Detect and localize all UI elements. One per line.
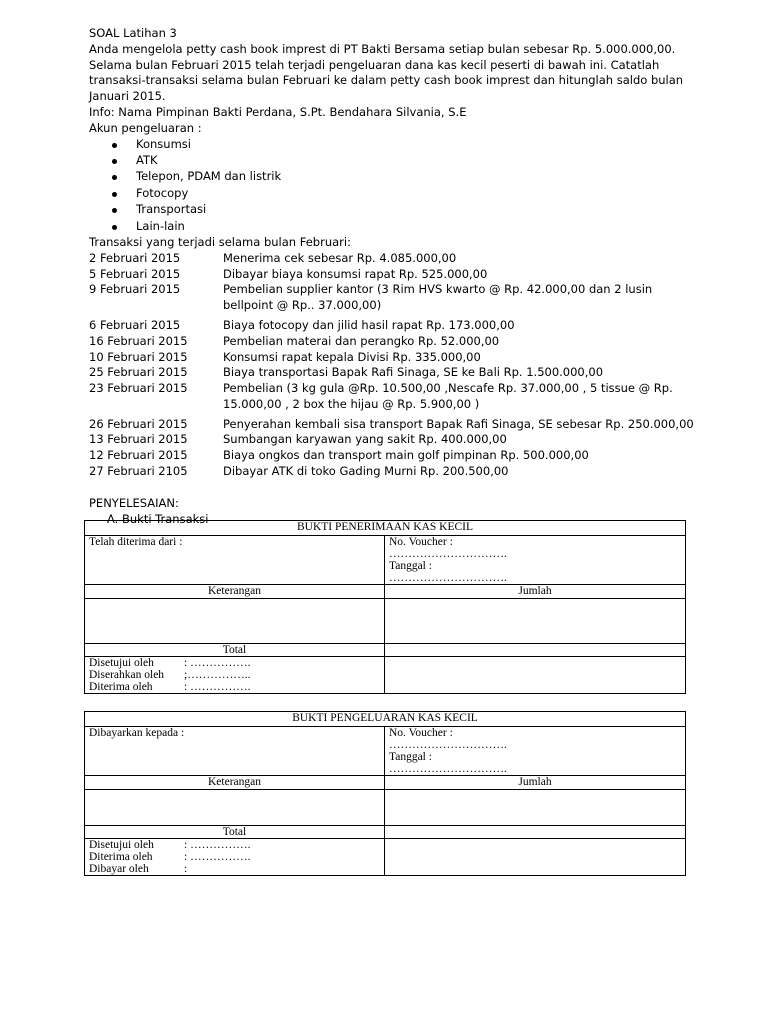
transaction-row-continued: 15.000,00 , 2 box the hijau @ Rp. 5.900,00 ): [223, 396, 480, 411]
exercise-line-2: Selama bulan Februari 2015 telah terjadi pengeluaran dana kas kecil peserti di bawah ini. Catatlah: [89, 57, 660, 72]
transaksi-heading: Transaksi yang terjadi selama bulan Februari:: [89, 234, 351, 249]
bullet-icon: [112, 143, 117, 148]
exercise-line-3: transaksi-transaksi selama bulan Februari ke dalam petty cash book imprest dan hitunglah saldo bulan: [89, 73, 684, 88]
exercise-line-1: Anda mengelola petty cash book imprest di PT Bakti Bersama setiap bulan sebesar Rp. 5.000.000,00.: [89, 41, 676, 56]
akun-item: Lain-lain: [89, 219, 709, 235]
solution-heading: PENYELESAIAN:: [89, 495, 179, 510]
voucher-number-label: No. Voucher :: [389, 536, 453, 548]
bullet-icon: [112, 159, 117, 164]
voucher-number-dots: ………………………….: [389, 548, 507, 560]
info-line: Info: Nama Pimpinan Bakti Perdana, S.Pt. Bendahara Silvania, S.E: [89, 104, 467, 119]
transaction-row-continued: bellpoint @ Rp.. 37.000,00): [223, 298, 382, 313]
akun-item: Transportasi: [89, 202, 709, 218]
receipt-voucher-form: [84, 520, 686, 694]
bullet-icon: [112, 175, 117, 180]
signature-row: Disetujui oleh : …………….: [89, 657, 251, 669]
signature-row: Diserahkan oleh ;……………..: [89, 669, 251, 681]
transaction-row: 26 Februari 2015 Penyerahan kembali sisa transport Bapak Rafi Sinaga, SE sebesar Rp. 250.000,00: [89, 416, 694, 431]
transaction-row: 6 Februari 2015 Biaya fotocopy dan jilid hasil rapat Rp. 173.000,00: [89, 317, 515, 332]
transaction-list: [89, 251, 709, 480]
signature-row: Disetujui oleh : …………….: [89, 839, 251, 851]
transaction-row: 12 Februari 2015 Biaya ongkos dan transport main golf pimpinan Rp. 500.000,00: [89, 448, 589, 463]
akun-item: Fotocopy: [89, 186, 709, 202]
transaction-row: 10 Februari 2015 Konsumsi rapat kepala Divisi Rp. 335.000,00: [89, 349, 481, 364]
bullet-icon: [112, 208, 117, 213]
voucher-date-label: Tanggal :: [389, 751, 432, 763]
payment-amount-cell[interactable]: [385, 790, 686, 826]
signature-row: Diterima oleh : …………….: [89, 851, 251, 863]
akun-list: [89, 137, 709, 235]
transaction-row: 16 Februari 2015 Pembelian materai dan perangko Rp. 52.000,00: [89, 333, 500, 348]
transaction-row: 27 Februari 2105 Dibayar ATK di toko Gading Murni Rp. 200.500,00: [89, 464, 509, 479]
voucher-date-dots: ………………………….: [389, 763, 507, 775]
receipt-signature-space: [385, 657, 686, 694]
exercise-title: SOAL Latihan 3: [89, 26, 177, 40]
col-header-jumlah: Jumlah: [385, 585, 686, 599]
receipt-voucher-info[interactable]: [385, 536, 686, 585]
payment-voucher-info[interactable]: [385, 727, 686, 776]
receipt-amount-cell[interactable]: [385, 599, 686, 644]
bullet-icon: [112, 225, 117, 230]
exercise-line-4: Januari 2015.: [89, 89, 166, 104]
receipt-signatures: [85, 657, 385, 694]
signature-row: Dibayar oleh :: [89, 863, 188, 875]
signature-row: Diterima oleh : …………….: [89, 681, 251, 693]
transaction-row: 2 Februari 2015 Menerima cek sebesar Rp. 4.085.000,00: [89, 250, 457, 265]
col-header-jumlah: Jumlah: [385, 776, 686, 790]
document-body: [89, 26, 709, 527]
receipt-desc-cell[interactable]: [85, 599, 385, 644]
transaction-row: 5 Februari 2015 Dibayar biaya konsumsi rapat Rp. 525.000,00: [89, 266, 488, 281]
col-header-keterangan: Keterangan: [85, 776, 385, 790]
receipt-from-field[interactable]: Telah diterima dari :: [85, 536, 385, 585]
payment-total-cell[interactable]: [385, 826, 686, 839]
payment-to-field[interactable]: Dibayarkan kepada :: [85, 727, 385, 776]
col-header-keterangan: Keterangan: [85, 585, 385, 599]
transaction-row: 23 Februari 2015 Pembelian (3 kg gula @Rp. 10.500,00 ,Nescafe Rp. 37.000,00 , 5 tissue @ Rp.: [89, 381, 673, 396]
akun-item: ATK: [89, 153, 709, 169]
total-label: Total: [85, 826, 385, 839]
voucher-number-label: No. Voucher :: [389, 727, 453, 739]
receipt-total-cell[interactable]: [385, 644, 686, 657]
akun-item: Konsumsi: [89, 137, 709, 153]
transaction-row: 9 Februari 2015 Pembelian supplier kantor (3 Rim HVS kwarto @ Rp. 42.000,00 dan 2 lusin: [89, 282, 653, 297]
solution-subheading: A. Bukti Transaksi: [107, 511, 209, 526]
voucher-number-dots: ………………………….: [389, 739, 507, 751]
payment-form-title: BUKTI PENGELUARAN KAS KECIL: [85, 712, 686, 727]
voucher-date-label: Tanggal :: [389, 560, 432, 572]
payment-desc-cell[interactable]: [85, 790, 385, 826]
akun-heading: Akun pengeluaran :: [89, 120, 202, 135]
akun-item: Telepon, PDAM dan listrik: [89, 169, 709, 185]
transaction-row: 13 Februari 2015 Sumbangan karyawan yang sakit Rp. 400.000,00: [89, 432, 507, 447]
total-label: Total: [85, 644, 385, 657]
voucher-date-dots: ………………………….: [389, 572, 507, 584]
payment-signature-space: [385, 839, 686, 876]
bullet-icon: [112, 192, 117, 197]
transaction-row: 25 Februari 2015 Biaya transportasi Bapak Rafi Sinaga, SE ke Bali Rp. 1.500.000,00: [89, 365, 604, 380]
payment-voucher-form: [84, 711, 686, 876]
payment-signatures: [85, 839, 385, 876]
receipt-form-title: BUKTI PENERIMAAN KAS KECIL: [85, 521, 686, 536]
